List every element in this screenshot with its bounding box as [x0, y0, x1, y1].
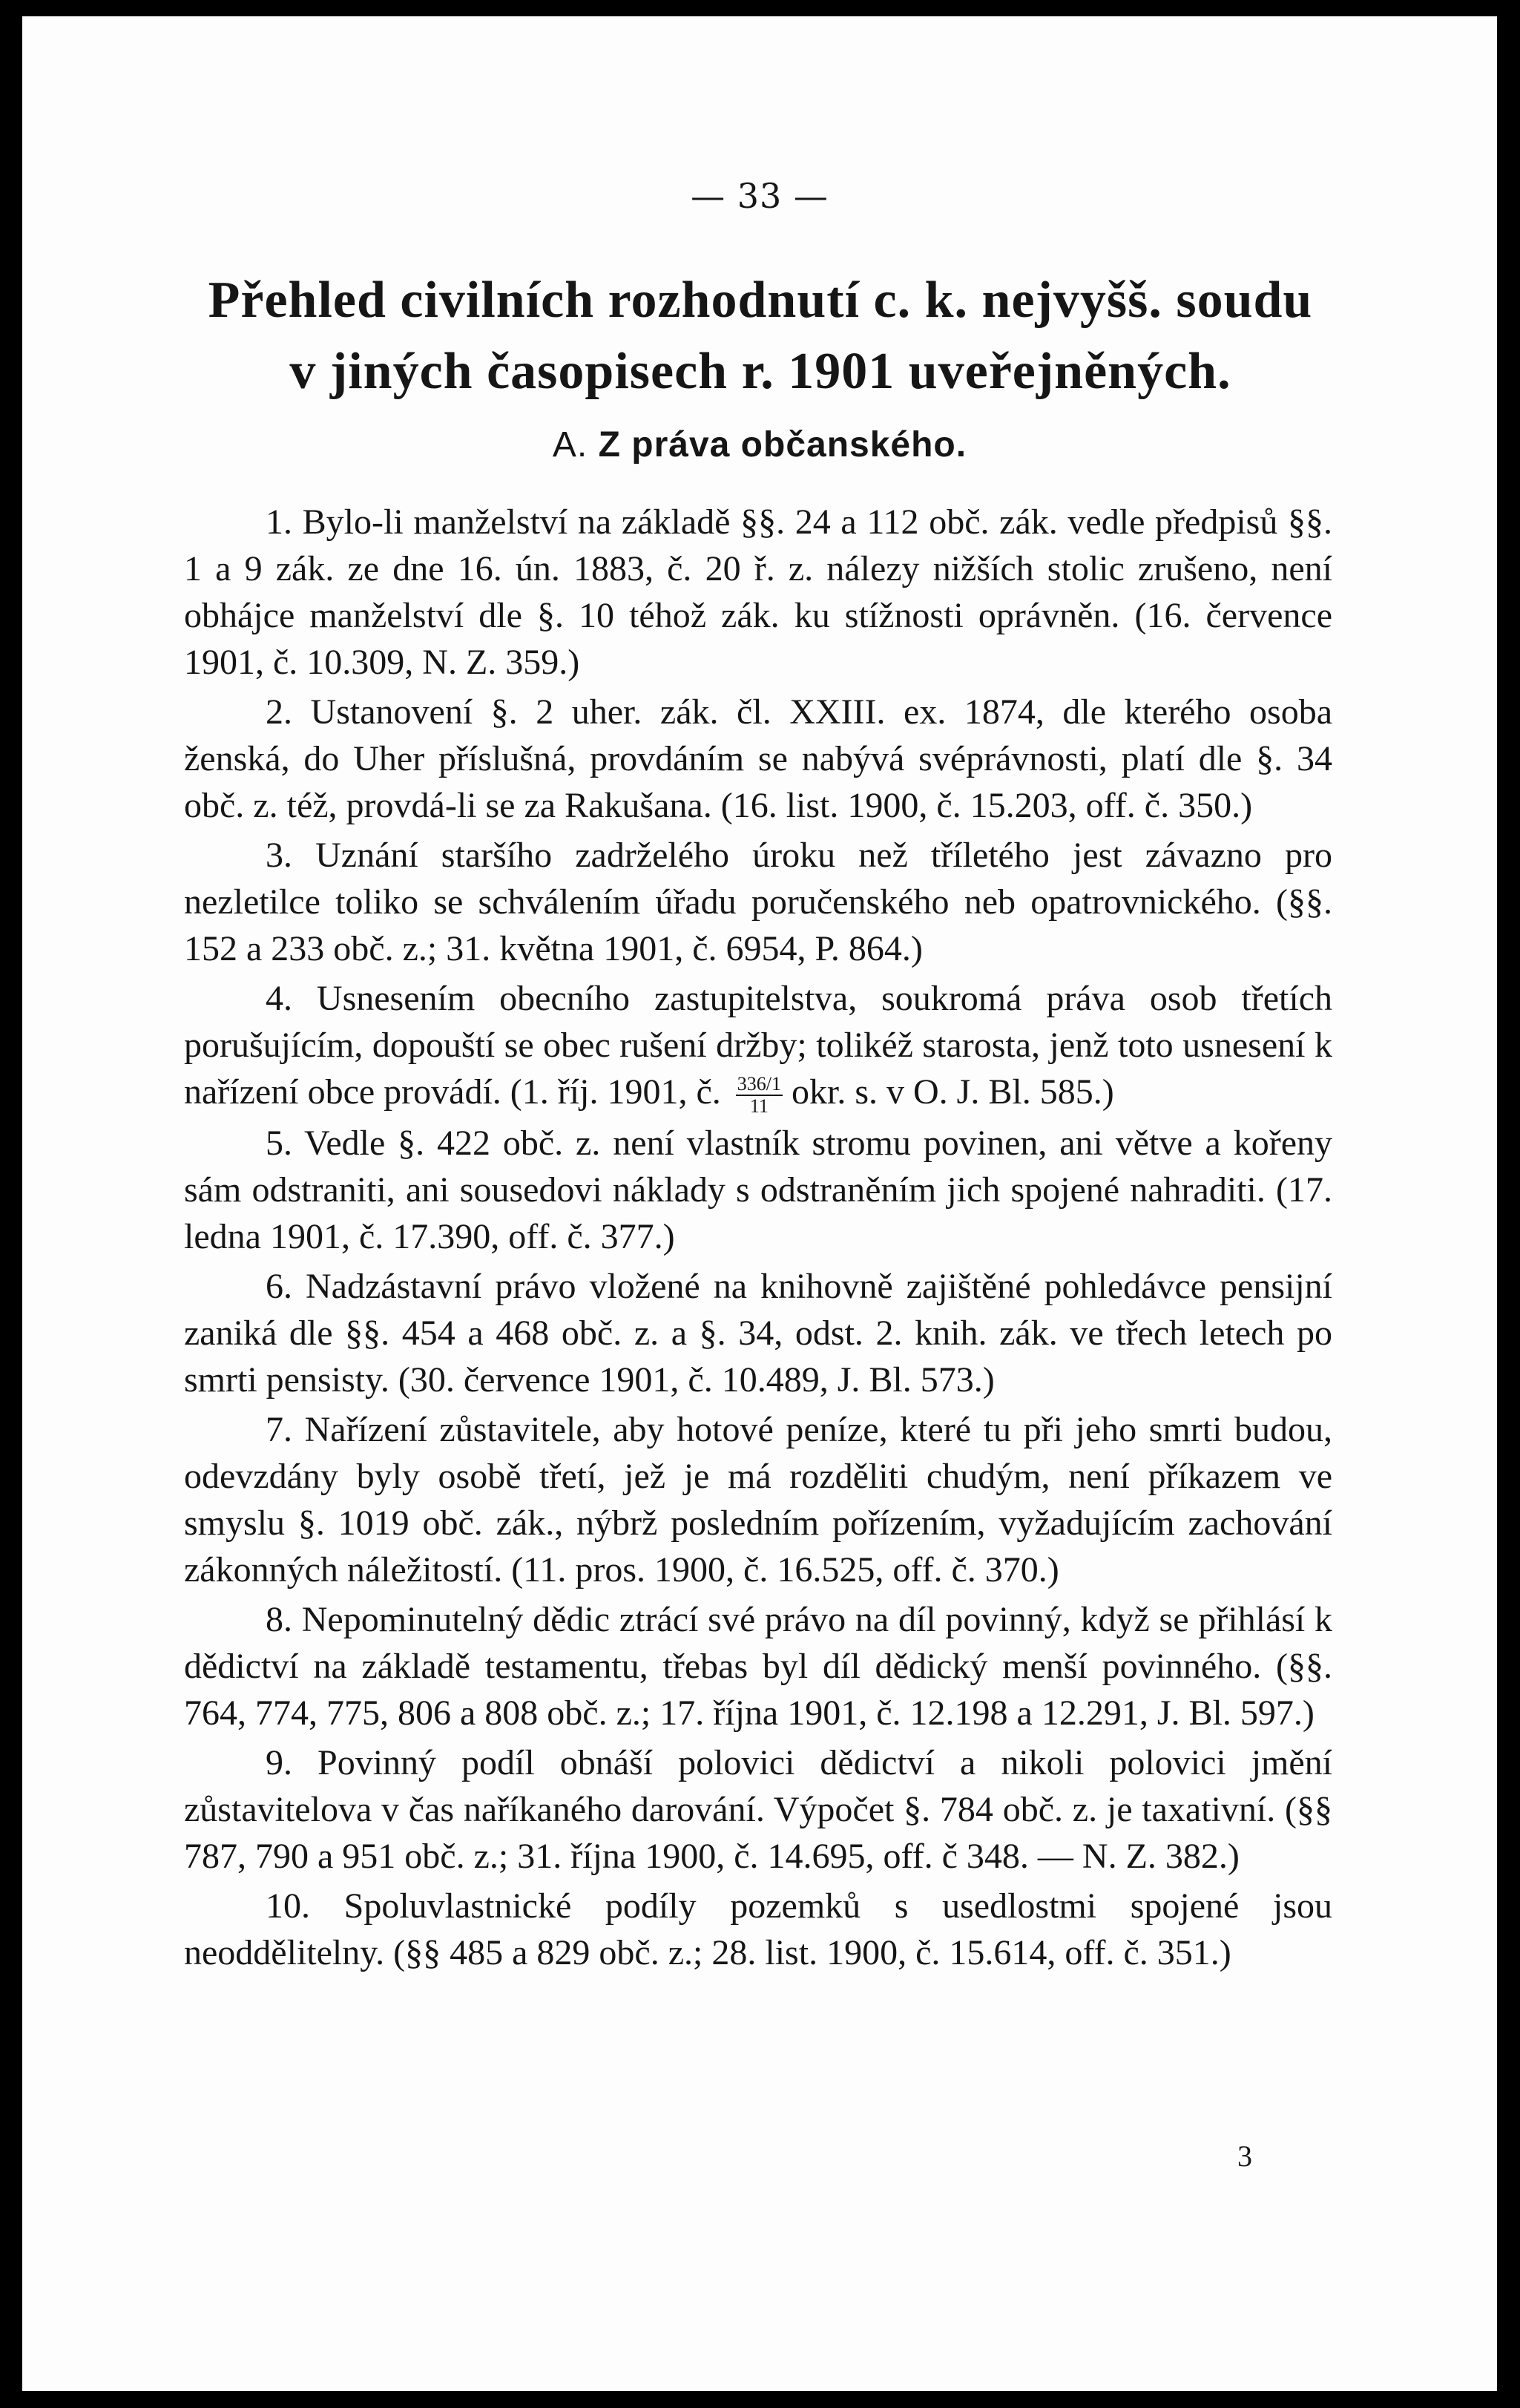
entry-number: 1. — [266, 502, 292, 542]
fraction-denominator: 11 — [749, 1095, 769, 1117]
entry-2 — [184, 689, 1332, 829]
entry-number: 2. — [266, 692, 292, 732]
entry-text: Ustanovení §. 2 uher. zák. čl. XXIII. ex. 1874, dle kterého osoba ženská, do Uher příslušná, provdáním se nabývá svéprávnosti, platí dle §. 34 obč. z. též, provdá-li se za Rakušana. (16. list. 1900, č. 15.203, off. č. 350.) — [184, 692, 1333, 825]
entry-number: 7. — [266, 1409, 292, 1449]
entry-1 — [184, 499, 1332, 686]
entry-text-continued: okr. s. v O. J. Bl. 585.) — [791, 1072, 1114, 1112]
entry-text: Nařízení zůstavitele, aby hotové peníze, které tu při jeho smrti budou, odevzdány byly osobě třetí, jež je má rozděliti chudým, není příkazem ve smyslu §. 1019 obč. zák., nýbrž posledním pořízením, vyžadujícím zachování zákonných náležitostí. (11. pros. 1900, č. 16.525, off. č. 370.) — [184, 1409, 1333, 1590]
entry-7 — [184, 1406, 1332, 1593]
entry-8 — [184, 1596, 1332, 1736]
document-page — [22, 16, 1497, 2391]
entry-number: 9. — [266, 1742, 292, 1782]
entry-number: 10. — [266, 1886, 310, 1926]
entry-6 — [184, 1263, 1332, 1403]
fraction-numerator: 336/1 — [737, 1072, 781, 1095]
entries-list — [184, 499, 1332, 1979]
title-line-1: Přehled civilních rozhodnutí c. k. nejvyšš. soudu — [208, 272, 1313, 329]
section-heading-text: Z práva občanského. — [598, 425, 967, 465]
entry-text: Nepominutelný dědic ztrácí své právo na díl povinný, když se přihlásí k dědictví na základě testamentu, třebas byl díl dědický menší povinného. (§§. 764, 774, 775, 806 a 808 obč. z.; 17. října 1901, č. 12.198 a 12.291, J. Bl. 597.) — [184, 1599, 1333, 1733]
sheet-signature: 3 — [1237, 2139, 1252, 2173]
entry-text: Nadzástavní právo vložené na knihovně zajištěné pohledávce pensijní zaniká dle §§. 454 a 468 obč. z. a §. 34, odst. 2. knih. zák. ve třech letech po smrti pensisty. (30. července 1901, č. 10.489, J. Bl. 573.) — [184, 1266, 1333, 1400]
entry-4 — [184, 975, 1332, 1117]
entry-text: Bylo-li manželství na základě §§. 24 a 112 obč. zák. vedle předpisů §§. 1 a 9 zák. ze dne 16. ún. 1883, č. 20 ř. z. nálezy nižších stolic zrušeno, není obhájce manželství dle §. 10 téhož zák. ku stížnosti oprávněn. (16. července 1901, č. 10.309, N. Z. 359.) — [184, 502, 1332, 682]
section-heading — [22, 424, 1497, 465]
entry-text: Spoluvlastnické podíly pozemků s usedlostmi spojené jsou neoddělitelny. (§§ 485 a 829 obč. z.; 28. list. 1900, č. 15.614, off. č. 351.) — [184, 1886, 1333, 1972]
page-number: — 33 — — [691, 176, 829, 216]
section-prefix: A. — [552, 425, 588, 465]
entry-number: 4. — [266, 979, 292, 1018]
entry-9 — [184, 1739, 1332, 1880]
entry-text: Uznání staršího zadrželého úroku než tříletého jest závazno pro nezletilce toliko se schválením úřadu poručenského neb opatrovnického. (§§. 152 a 233 obč. z.; 31. května 1901, č. 6954, P. 864.) — [184, 836, 1332, 968]
entry-text: Vedle §. 422 obč. z. není vlastník stromu povinen, ani větve a kořeny sám odstraniti, ani sousedovi náklady s odstraněním jich spojené nahraditi. (17. ledna 1901, č. 17.390, off. č. 377.) — [184, 1123, 1332, 1256]
entry-text: Usnesením obecního zastupitelstva, soukromá práva osob třetích porušujícím, dopouští se obec rušení držby; tolikéž starosta, jenž toto usnesení k nařízení obce provádí. (1. říj. 1901, č. — [184, 979, 1333, 1112]
entry-3 — [184, 832, 1332, 972]
case-number-fraction — [736, 1074, 783, 1117]
entry-5 — [184, 1120, 1332, 1260]
entry-number: 6. — [266, 1266, 292, 1306]
title-line-2: v jiných časopisech r. 1901 uveřejněných. — [289, 343, 1231, 400]
entry-10 — [184, 1883, 1332, 1976]
page-title — [178, 265, 1343, 407]
entry-number: 8. — [266, 1599, 292, 1639]
entry-text: Povinný podíl obnáší polovici dědictví a nikoli polovici jmění zůstavitelova v čas naříkaného darování. Výpočet §. 784 obč. z. je taxativní. (§§ 787, 790 a 951 obč. z.; 31. října 1900, č. 14.695, off. č 348. — N. Z. 382.) — [184, 1742, 1333, 1876]
entry-number: 5. — [266, 1123, 292, 1163]
entry-number: 3. — [266, 836, 292, 875]
